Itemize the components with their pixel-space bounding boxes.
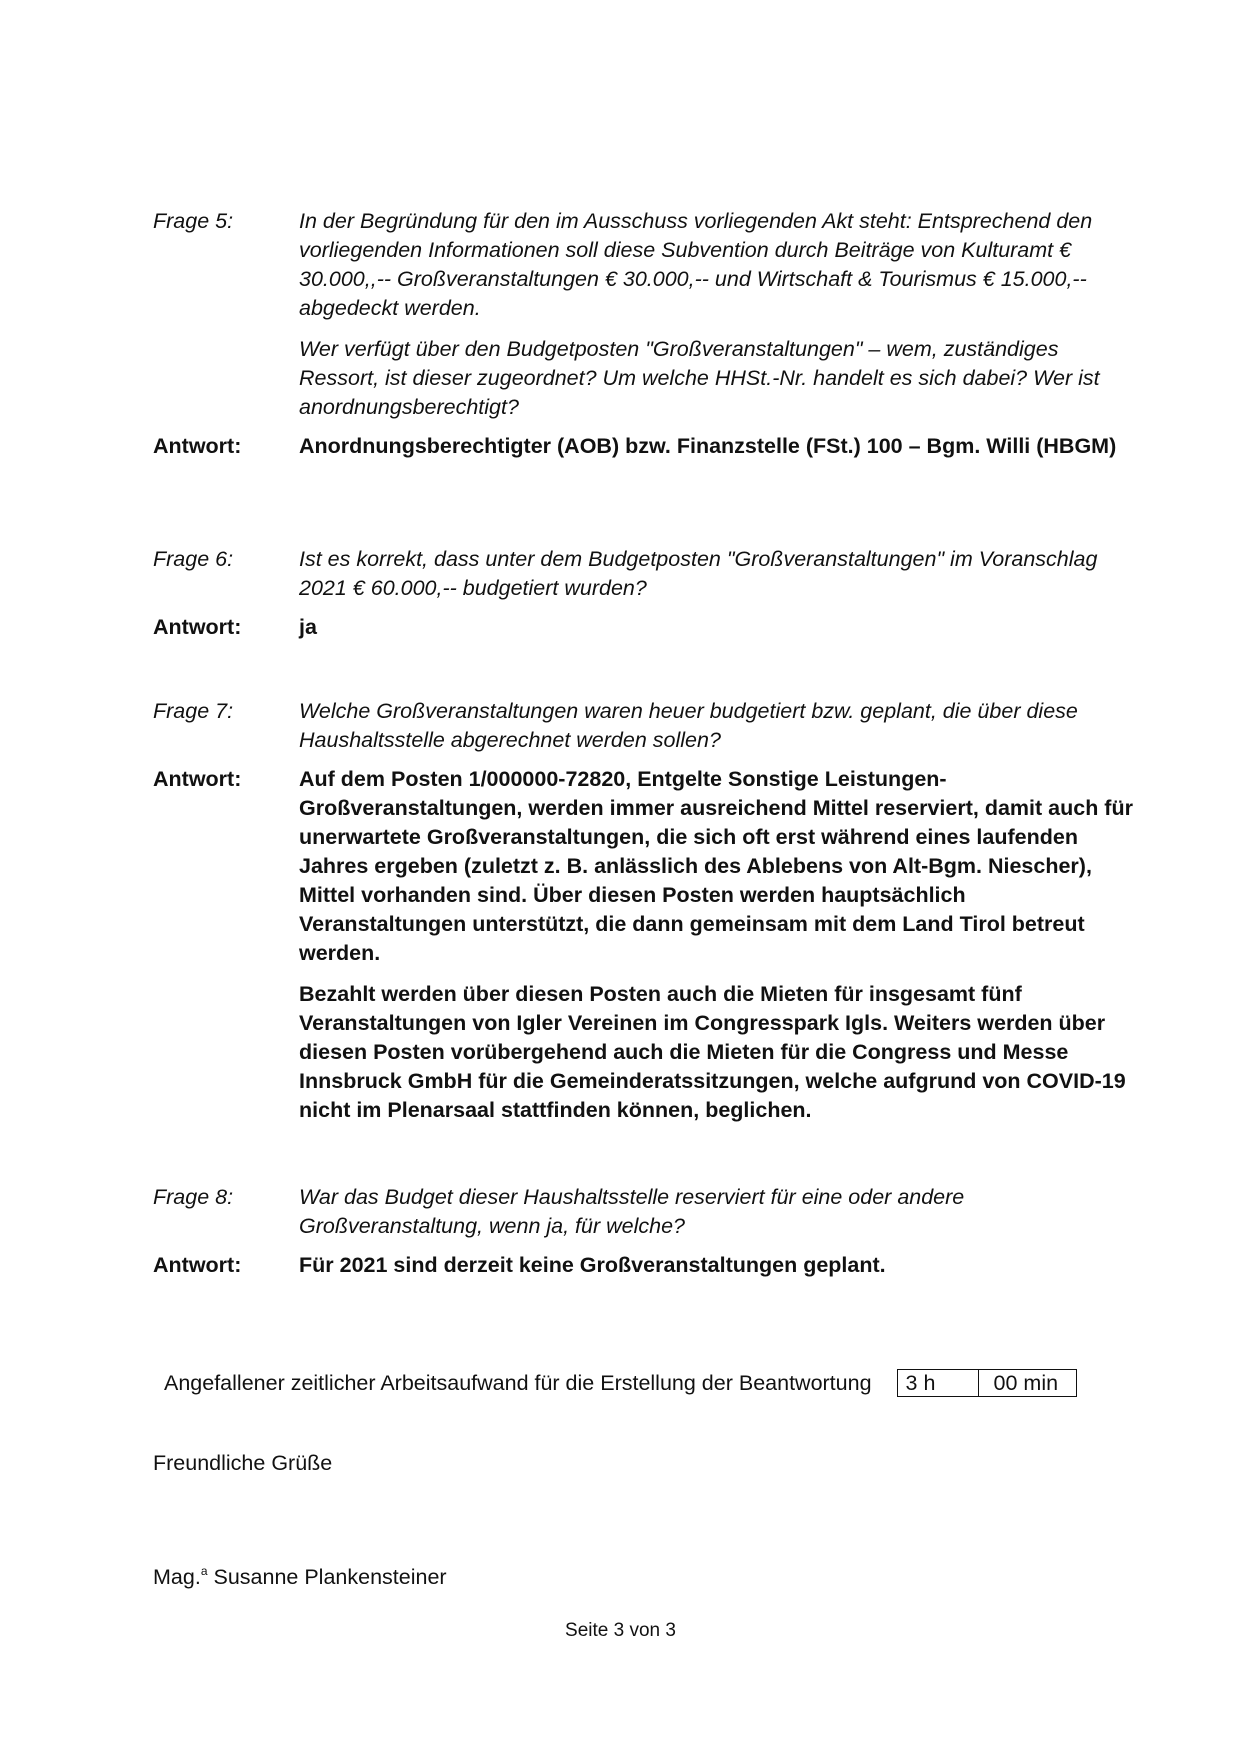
question-label: Frage 8: — [153, 1185, 234, 1209]
effort-boxes — [897, 1369, 1077, 1397]
qa-block-frage-7 — [153, 697, 1133, 1125]
question-label: Frage 6: — [153, 547, 234, 571]
question-row — [153, 545, 1133, 603]
signature-title: Mag. — [153, 1565, 201, 1589]
question-paragraph: War das Budget dieser Haushaltsstelle reserviert für eine oder andere Großveranstaltung, wenn ja, für welche? — [299, 1185, 965, 1238]
answer-paragraph: Auf dem Posten 1/000000-72820, Entgelte Sonstige Leistungen-Großveranstaltungen, werden immer ausreichend Mittel reserviert, damit auch für unerwartete Großveranstaltungen, die sich oft erst während eines laufenden Jahres ergeben (zuletzt z. B. anlässlich des Ablebens von Alt-Bgm. Niescher), Mittel vorhanden sind. Über diesen Posten werden hauptsächlich Veranstaltungen unterstützt, die dann gemeinsam mit dem Land Tirol betreut werden. — [299, 767, 1133, 965]
answer-label: Antwort: — [153, 615, 242, 639]
answer-text — [299, 432, 1133, 461]
qa-block-frage-8 — [153, 1183, 1133, 1280]
question-text — [299, 545, 1133, 603]
signature — [153, 1564, 447, 1590]
question-row — [153, 207, 1133, 422]
question-row — [153, 1183, 1133, 1241]
answer-label: Antwort: — [153, 434, 242, 458]
qa-block-frage-5 — [153, 207, 1133, 461]
qa-block-frage-6 — [153, 545, 1133, 642]
effort-hours: 3 h — [898, 1370, 979, 1396]
answer-row — [153, 765, 1133, 1125]
answer-label: Antwort: — [153, 1253, 242, 1277]
signature-title-sup: a — [200, 1564, 208, 1578]
question-paragraph: In der Begründung für den im Ausschuss vorliegenden Akt steht: Entsprechend den vorliegenden Informationen soll diese Subvention durch Beiträge von Kulturamt € 30.000,,-- Großveranstaltungen € 30.000,-- und Wirtschaft & Tourismus € 15.000,-- abgedeckt werden. — [299, 209, 1093, 320]
answer-paragraph: Für 2021 sind derzeit keine Großveranstaltungen geplant. — [299, 1253, 886, 1277]
greeting: Freundliche Grüße — [153, 1451, 333, 1475]
question-text — [299, 1183, 1133, 1241]
effort-label: Angefallener zeitlicher Arbeitsaufwand für die Erstellung der Beantwortung — [164, 1371, 872, 1395]
question-text — [299, 207, 1133, 422]
signature-name: Susanne Plankensteiner — [213, 1565, 447, 1589]
question-row — [153, 697, 1133, 755]
answer-paragraph: ja — [299, 615, 317, 639]
question-paragraph: Welche Großveranstaltungen waren heuer budgetiert bzw. geplant, die über diese Haushaltsstelle abgerechnet werden sollen? — [299, 699, 1078, 752]
effort-minutes: 00 min — [993, 1371, 1059, 1395]
question-text — [299, 697, 1133, 755]
question-label: Frage 5: — [153, 209, 234, 233]
answer-row — [153, 1251, 1133, 1280]
effort-row — [164, 1369, 1077, 1397]
answer-row — [153, 613, 1133, 642]
answer-row — [153, 432, 1133, 461]
question-label: Frage 7: — [153, 699, 234, 723]
answer-text — [299, 613, 1133, 642]
answer-label: Antwort: — [153, 767, 242, 791]
page-number: Seite 3 von 3 — [565, 1620, 676, 1641]
question-paragraph: Ist es korrekt, dass unter dem Budgetposten "Großveranstaltungen" im Voranschlag 2021 € 60.000,-- budgetiert wurden? — [299, 547, 1098, 600]
question-paragraph: Wer verfügt über den Budgetposten "Großveranstaltungen" – wem, zuständiges Ressort, ist dieser zugeordnet? Um welche HHSt.-Nr. handelt es sich dabei? Wer ist anordnungsberechtigt? — [299, 337, 1100, 419]
answer-text — [299, 765, 1133, 1125]
answer-paragraph: Anordnungsberechtigter (AOB) bzw. Finanzstelle (FSt.) 100 – Bgm. Willi (HBGM) — [299, 434, 1117, 458]
answer-text — [299, 1251, 1133, 1280]
answer-paragraph: Bezahlt werden über diesen Posten auch die Mieten für insgesamt fünf Veranstaltungen von Igler Vereinen im Congresspark Igls. Weiters werden über diesen Posten vorübergehend auch die Mieten für die Congress und Messe Innsbruck GmbH für die Gemeinderatssitzungen, welche aufgrund von COVID-19 nicht im Plenarsaal stattfinden können, beglichen. — [299, 982, 1126, 1122]
